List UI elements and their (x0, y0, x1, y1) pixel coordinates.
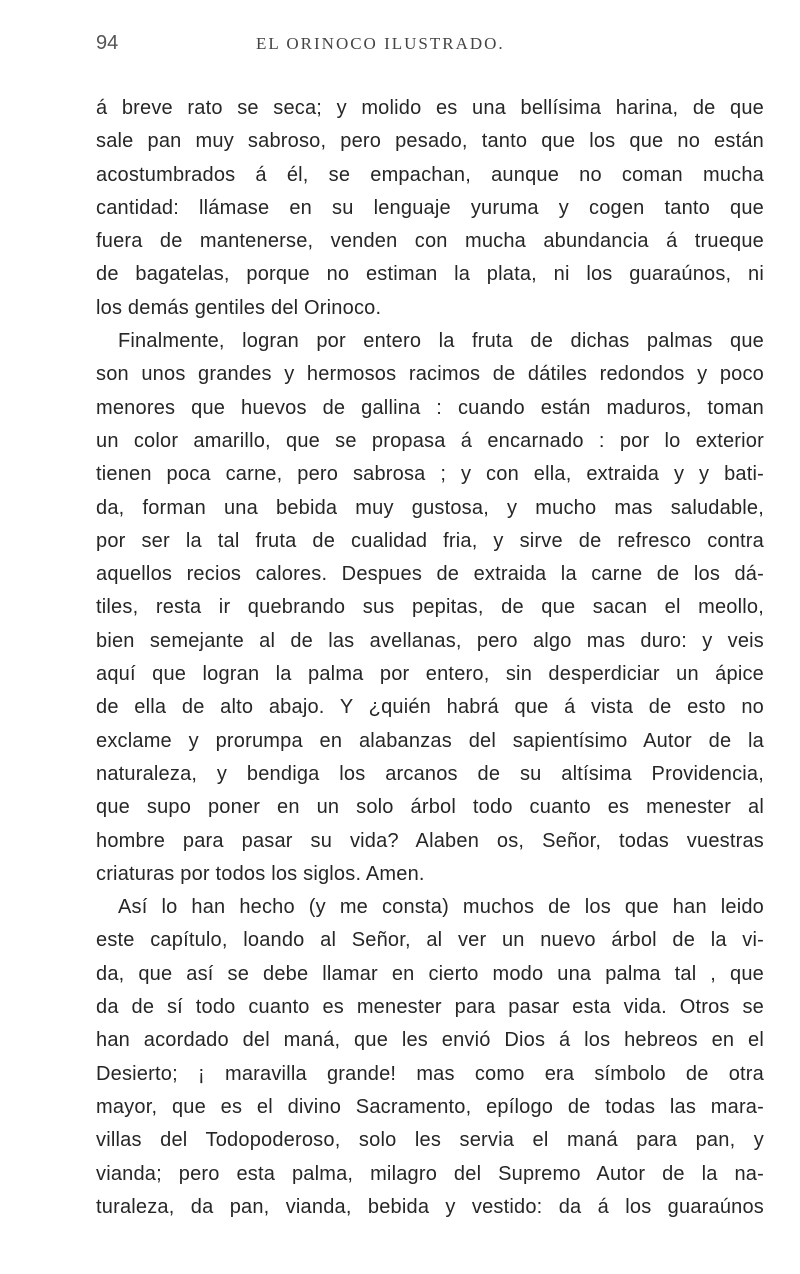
paragraph-first-line: Finalmente, logran por entero la fruta de dichas palmas que (118, 330, 764, 353)
text-line: este capítulo, loando al Señor, al ver un nuevo árbol de la vi- (96, 929, 764, 952)
text-line: cantidad: llámase en su lenguaje yuruma y cogen tanto que (96, 196, 764, 219)
text-line: sale pan muy sabroso, pero pesado, tanto que los que no están (96, 130, 764, 153)
text-line: fuera de mantenerse, venden con mucha abundancia á trueque (96, 230, 764, 253)
text-line: son unos grandes y hermosos racimos de dátiles redondos y poco (96, 363, 764, 386)
text-line: exclame y prorumpa en alabanzas del sapientísimo Autor de la (96, 729, 764, 752)
text-line: da, forman una bebida muy gustosa, y mucho mas saludable, (96, 496, 764, 519)
text-line: un color amarillo, que se propasa á encarnado : por lo exterior (96, 429, 764, 452)
text-line: Desierto; ¡ maravilla grande! mas como era símbolo de otra (96, 1062, 764, 1085)
text-line: tiles, resta ir quebrando sus pepitas, de que sacan el meollo, (96, 596, 764, 619)
text-line: da de sí todo cuanto es menester para pasar esta vida. Otros se (96, 996, 764, 1019)
text-line: menores que huevos de gallina : cuando están maduros, toman (96, 396, 764, 419)
text-line: villas del Todopoderoso, solo les servia el maná para pan, y (96, 1129, 764, 1152)
text-line: hombre para pasar su vida? Alaben os, Señor, todas vuestras (96, 829, 764, 852)
text-line: aquí que logran la palma por entero, sin desperdiciar un ápice (96, 663, 764, 686)
text-line: da, que así se debe llamar en cierto modo una palma tal , que (96, 962, 764, 985)
body-text (96, 92, 764, 1224)
text-line: por ser la tal fruta de cualidad fria, y sirve de refresco contra (96, 529, 764, 552)
text-line: criaturas por todos los siglos. Amen. (96, 862, 425, 885)
page-number: 94 (96, 32, 119, 54)
text-line: á breve rato se seca; y molido es una bellísima harina, de que (96, 97, 764, 119)
text-line: mayor, que es el divino Sacramento, epílogo de todas las mara- (96, 1095, 764, 1118)
text-line: bien semejante al de las avellanas, pero algo mas duro: y veis (96, 629, 764, 652)
text-line: aquellos recios calores. Despues de extraida la carne de los dá- (96, 563, 764, 586)
text-line: vianda; pero esta palma, milagro del Supremo Autor de la na- (96, 1162, 764, 1185)
text-line: acostumbrados á él, se empachan, aunque no coman mucha (96, 163, 764, 186)
text-line: de ella de alto abajo. Y ¿quién habrá que á vista de esto no (96, 696, 764, 719)
text-line: turaleza, da pan, vianda, bebida y vestido: da á los guaraúnos (96, 1195, 764, 1218)
text-line: han acordado del maná, que les envió Dios á los hebreos en el (96, 1029, 764, 1052)
text-line: naturaleza, y bendiga los arcanos de su altísima Providencia, (96, 762, 764, 785)
paragraph-first-line: Así lo han hecho (y me consta) muchos de los que han leido (118, 896, 764, 919)
running-title: EL ORINOCO ILUSTRADO. (256, 34, 505, 53)
text-line: tienen poca carne, pero sabrosa ; y con ella, extraida y y bati- (96, 463, 764, 486)
text-line: que supo poner en un solo árbol todo cuanto es menester al (96, 796, 764, 819)
running-head (96, 32, 756, 58)
text-line: de bagatelas, porque no estiman la plata, ni los guaraúnos, ni (96, 263, 764, 286)
text-line: los demás gentiles del Orinoco. (96, 296, 382, 319)
